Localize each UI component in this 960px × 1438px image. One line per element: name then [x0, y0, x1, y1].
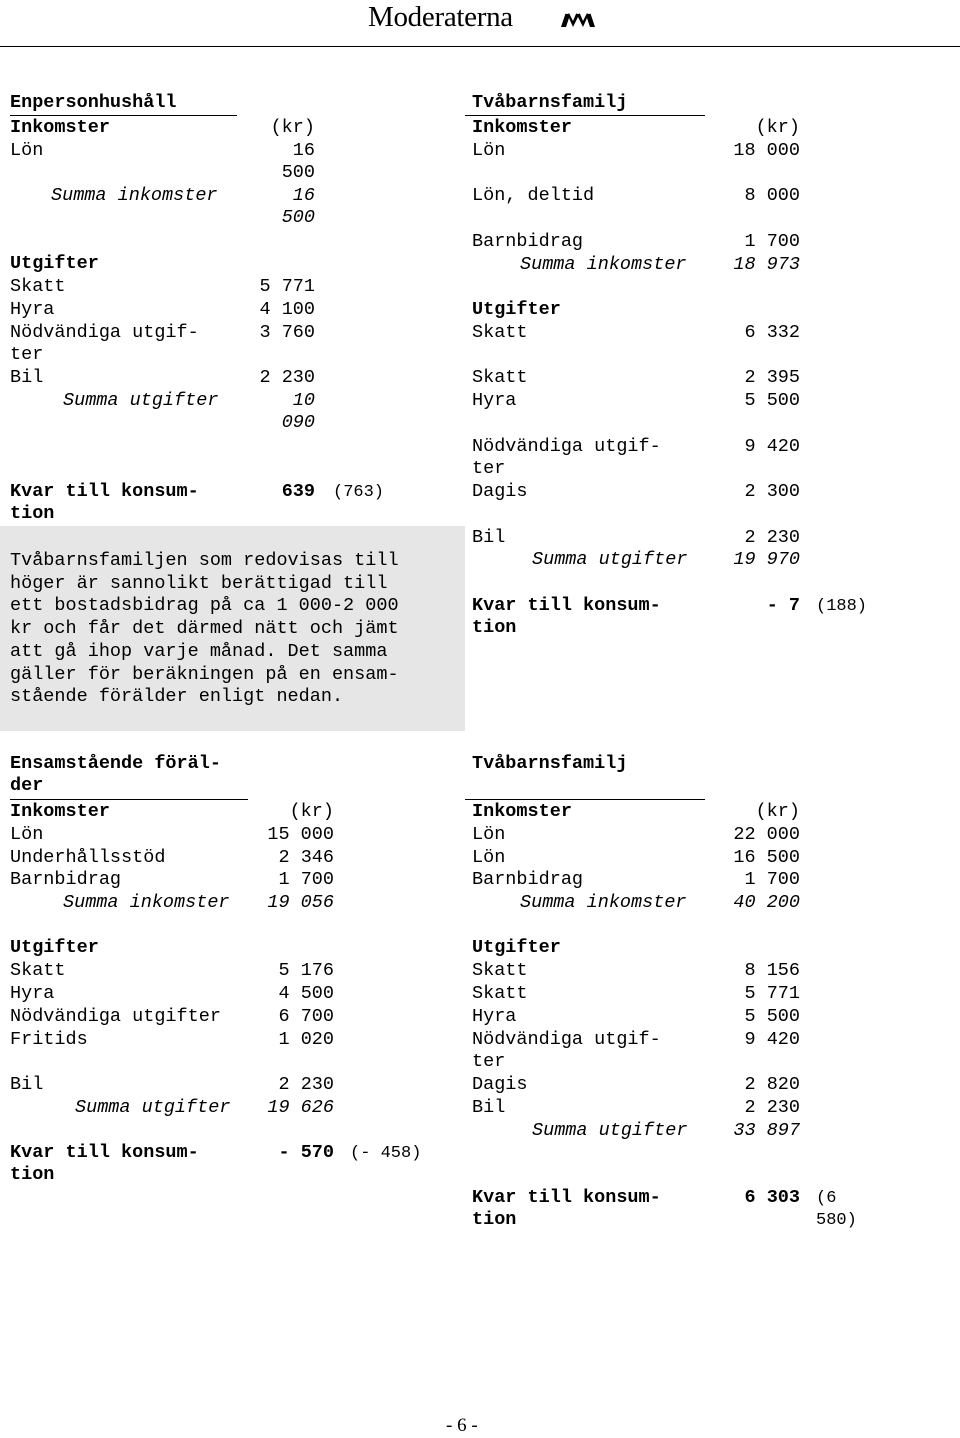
expense-sum-label: Summa utgifter: [63, 390, 219, 411]
income-label: Barnbidrag: [472, 869, 584, 890]
income-label: Barnbidrag: [472, 231, 584, 252]
expense-label: Fritids: [10, 1029, 88, 1050]
expense-label: Hyra: [472, 1006, 517, 1027]
expense-label: Nödvändiga utgif- ter: [10, 322, 199, 365]
expense-value: 4 100: [259, 299, 315, 320]
expense-value: 2 230: [278, 1074, 334, 1095]
remainder-label: Kvar till konsum- tion: [472, 1187, 661, 1230]
expense-label: Nödvändiga utgifter: [10, 1006, 221, 1027]
expense-value: 9 420: [744, 436, 800, 457]
remainder-note: (6 580): [816, 1189, 857, 1230]
income-value: 2 346: [278, 847, 334, 868]
expense-label: Hyra: [10, 299, 55, 320]
panel-title: Enpersonhushåll: [10, 92, 177, 113]
income-label: Lön, deltid: [472, 185, 595, 206]
remainder-value: - 570: [278, 1142, 334, 1163]
income-label: Underhållsstöd: [10, 847, 166, 868]
expense-value: 2 230: [744, 527, 800, 548]
income-heading: Inkomster: [10, 117, 110, 138]
remainder-note: (- 458): [350, 1144, 422, 1163]
expense-label: Bil: [472, 1097, 506, 1118]
expense-label: Nödvändiga utgif- ter: [472, 436, 661, 479]
note-text: Tvåbarnsfamiljen som redovisas till höger är sannolikt berättigad till ett bostadsbidrag på ca 1 000-2 000 kr och får det därmed nätt och jämt att gå ihop varje månad. Det samma gäller för beräkningen på en ensam- stående förälder enligt nedan.: [10, 550, 399, 708]
income-value: 16 500: [733, 847, 800, 868]
expense-sum-value: 19 970: [733, 549, 800, 570]
expense-value: 2 820: [744, 1074, 800, 1095]
income-label: Lön: [10, 824, 44, 845]
moderaterna-logo: [368, 2, 513, 32]
remainder-label: Kvar till konsum- tion: [10, 1142, 199, 1185]
income-sum-value: 16 500: [281, 185, 315, 228]
panel-title: Tvåbarnsfamilj: [472, 753, 628, 774]
income-heading: Inkomster: [472, 801, 572, 822]
expense-value: 5 771: [744, 983, 800, 1004]
income-label: Barnbidrag: [10, 869, 122, 890]
expense-sum-value: 19 626: [267, 1097, 334, 1118]
income-sum-value: 40 200: [733, 892, 800, 913]
expense-value: 9 420: [744, 1029, 800, 1050]
expense-label: Bil: [10, 367, 44, 388]
expense-value: 2 300: [744, 481, 800, 502]
page-number: - 6 -: [446, 1415, 478, 1436]
expense-label: Dagis: [472, 1074, 528, 1095]
expense-value: 5 500: [744, 390, 800, 411]
expense-sum-value: 10 090: [281, 390, 315, 433]
income-value: 18 000: [733, 140, 800, 161]
expense-value: 5 771: [259, 276, 315, 297]
logo-mark-icon: [559, 5, 597, 31]
expense-value: 4 500: [278, 983, 334, 1004]
expense-value: 2 395: [744, 367, 800, 388]
expense-label: Skatt: [10, 960, 66, 981]
expense-value: 2 230: [259, 367, 315, 388]
income-value: 15 000: [267, 824, 334, 845]
logo-text: Moderaterna: [368, 1, 513, 33]
income-sum-label: Summa inkomster: [63, 892, 230, 913]
income-value: 1 700: [744, 869, 800, 890]
unit-label: (kr): [755, 801, 800, 822]
title-underline: [10, 115, 237, 116]
header-rule: [0, 46, 960, 47]
expense-sum-label: Summa utgifter: [75, 1097, 231, 1118]
expense-label: Nödvändiga utgif- ter: [472, 1029, 661, 1072]
income-value: 16 500: [281, 140, 315, 183]
income-label: Lön: [472, 140, 506, 161]
expense-label: Skatt: [472, 960, 528, 981]
remainder-label: Kvar till konsum- tion: [472, 595, 661, 638]
remainder-value: 6 303: [744, 1187, 800, 1208]
income-sum-value: 18 973: [733, 254, 800, 275]
income-label: Lön: [472, 824, 506, 845]
expense-label: Skatt: [472, 322, 528, 343]
expense-sum-label: Summa utgifter: [532, 1120, 688, 1141]
expense-label: Bil: [10, 1074, 44, 1095]
remainder-note: (188): [816, 597, 868, 616]
income-value: 1 700: [744, 231, 800, 252]
expense-label: Dagis: [472, 481, 528, 502]
expense-label: Skatt: [10, 276, 66, 297]
expense-label: Bil: [472, 527, 506, 548]
unit-label: (kr): [755, 117, 800, 138]
remainder-value: - 7: [766, 595, 800, 616]
expense-label: Skatt: [472, 367, 528, 388]
expense-value: 1 020: [278, 1029, 334, 1050]
remainder-value: 639: [281, 481, 315, 502]
expenses-heading: Utgifter: [472, 937, 561, 958]
remainder-label: Kvar till konsum- tion: [10, 481, 199, 524]
expense-value: 5 176: [278, 960, 334, 981]
unit-label: (kr): [270, 117, 315, 138]
income-heading: Inkomster: [10, 801, 110, 822]
expense-value: 6 332: [744, 322, 800, 343]
income-sum-label: Summa inkomster: [51, 185, 218, 206]
panel-title: Tvåbarnsfamilj: [472, 92, 628, 113]
income-sum-label: Summa inkomster: [520, 254, 687, 275]
expense-sum-label: Summa utgifter: [532, 549, 688, 570]
income-value: 8 000: [744, 185, 800, 206]
income-sum-value: 19 056: [267, 892, 334, 913]
unit-label: (kr): [289, 801, 334, 822]
expense-sum-value: 33 897: [733, 1120, 800, 1141]
expense-value: 2 230: [744, 1097, 800, 1118]
panel-title: Ensamstående föräl- der: [10, 753, 221, 796]
income-value: 1 700: [278, 869, 334, 890]
title-underline: [10, 799, 248, 800]
expense-value: 8 156: [744, 960, 800, 981]
income-label: Lön: [10, 140, 44, 161]
expenses-heading: Utgifter: [10, 937, 99, 958]
remainder-note: (763): [333, 483, 385, 502]
expenses-heading: Utgifter: [10, 253, 99, 274]
expense-value: 5 500: [744, 1006, 800, 1027]
title-underline: [465, 799, 705, 800]
income-label: Lön: [472, 847, 506, 868]
income-sum-label: Summa inkomster: [520, 892, 687, 913]
income-heading: Inkomster: [472, 117, 572, 138]
expense-value: 3 760: [259, 322, 315, 343]
title-underline: [465, 115, 705, 116]
expenses-heading: Utgifter: [472, 299, 561, 320]
expense-label: Skatt: [472, 983, 528, 1004]
expense-label: Hyra: [10, 983, 55, 1004]
expense-label: Hyra: [472, 390, 517, 411]
expense-value: 6 700: [278, 1006, 334, 1027]
income-value: 22 000: [733, 824, 800, 845]
